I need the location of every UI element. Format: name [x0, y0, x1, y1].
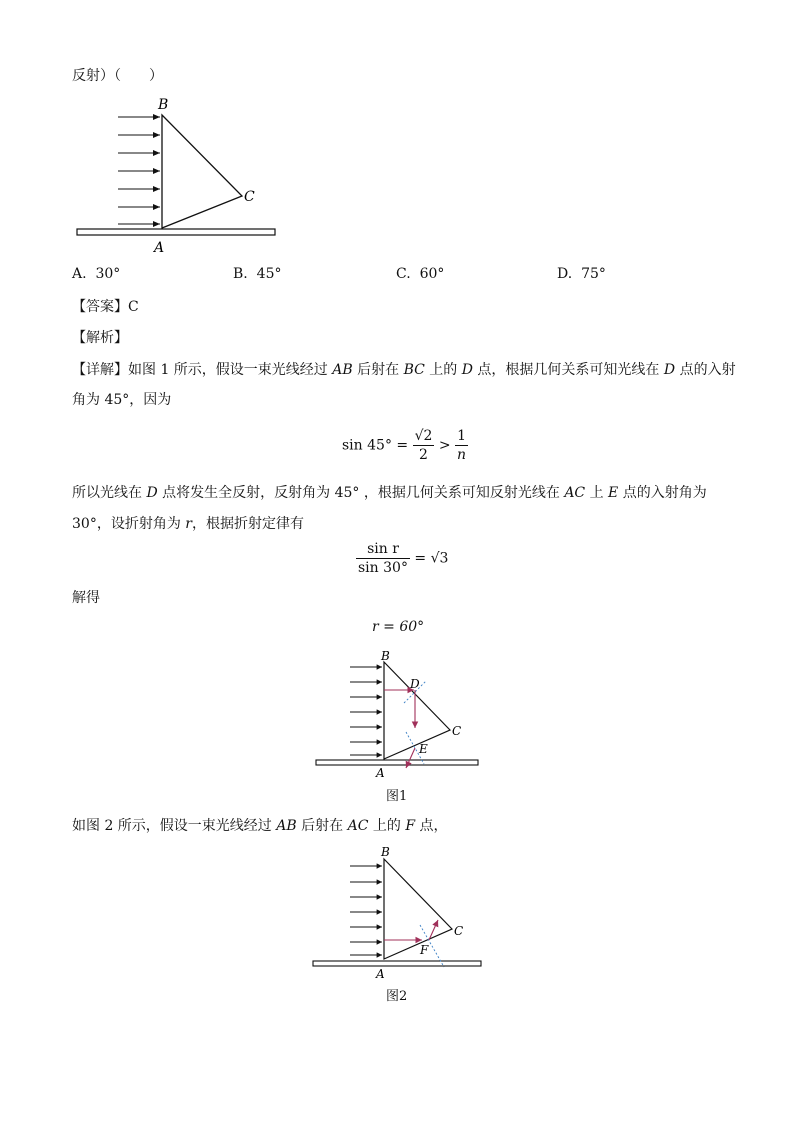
incident-rays	[118, 117, 160, 224]
detail-line-2: 角为 45°，因为	[72, 392, 172, 408]
prism-triangle	[162, 115, 242, 228]
fig2-prism	[384, 859, 452, 959]
formula-sin45: sin 45° = $\frac{√2}{2}$ > $\frac{1}{n}$	[342, 428, 467, 463]
vertex-label-c: C	[244, 189, 255, 205]
option-a[interactable]: A. 30°	[72, 266, 121, 282]
fig2-label-c: C	[454, 924, 464, 938]
prism-figure	[70, 95, 285, 255]
fig1-incident-rays	[350, 667, 382, 755]
fig1-label-c: C	[452, 724, 462, 738]
para2-line-2: 30°，设折射角为 r，根据折射定律有	[72, 516, 304, 532]
fig2-table	[313, 961, 481, 966]
fig1-table	[316, 760, 478, 765]
fig2-ray-path	[384, 920, 438, 940]
fig2-label-a: A	[376, 967, 385, 981]
detail-line-1: 【详解】如图 1 所示，假设一束光线经过 AB 后射在 BC 上的 D 点，根据几何关系可知光线在 D 点的入射	[72, 362, 736, 378]
table-surface	[77, 229, 275, 235]
answer-line	[72, 297, 139, 317]
option-b[interactable]: B. 45°	[233, 266, 282, 282]
formula-snell: $\frac{\text{sin r}}{\sin 30^\circ}$ = √3	[358, 541, 449, 576]
answer-value: C	[128, 299, 139, 315]
fig2-label-b: B	[381, 845, 390, 859]
solve-label: 解得	[72, 590, 100, 606]
para2-line-1: 所以光线在 D 点将发生全反射，反射角为 45° ，根据几何关系可知反射光线在 AC 上 E 点的入射角为	[72, 485, 707, 501]
formula-result: r = 60°	[372, 619, 425, 635]
figure-2	[310, 843, 488, 983]
fig2-label-f: F	[420, 943, 429, 957]
fig1-caption: 图1	[386, 789, 408, 804]
analysis-label: 【解析】	[72, 330, 128, 346]
question-tail: 反射）（ ）	[72, 68, 163, 84]
fig1-label-b: B	[381, 649, 390, 663]
vertex-label-a: A	[154, 240, 165, 255]
answer-label: 【答案】	[72, 299, 128, 315]
fig1-label-a: A	[376, 766, 385, 780]
fig1-label-d: D	[410, 677, 420, 691]
option-d[interactable]: D. 75°	[557, 266, 606, 282]
option-c[interactable]: C. 60°	[396, 266, 445, 282]
figure-1	[312, 648, 487, 783]
fig2-caption: 图2	[386, 989, 408, 1004]
para3-line: 如图 2 所示，假设一束光线经过 AB 后射在 AC 上的 F 点，	[72, 818, 448, 834]
fig2-incident-rays	[350, 866, 382, 955]
fig1-ray-path	[384, 690, 415, 768]
fig1-label-e: E	[419, 742, 428, 756]
vertex-label-b: B	[158, 97, 169, 113]
